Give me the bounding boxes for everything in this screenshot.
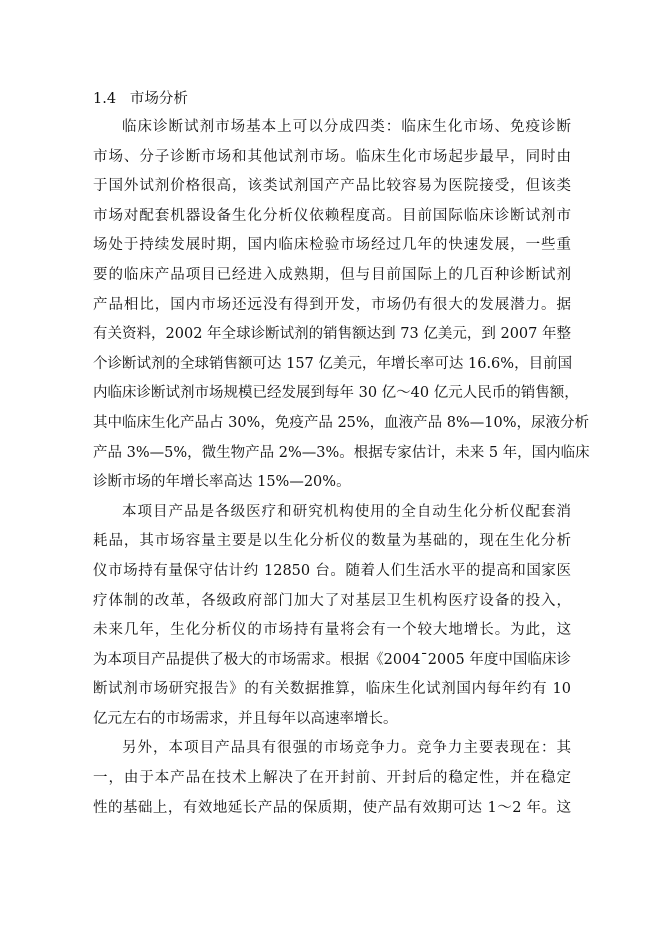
text-line: 个诊断试剂的全球销售额可达 157 亿美元，年增长率可达 16.6%，目前国 — [93, 355, 573, 372]
text-line: 其中临床生化产品占 30%，免疫产品 25%，血液产品 8%—10%，尿液分析 — [93, 414, 590, 431]
text-line: 仪市场持有量保守估计约 12850 台。随着人们生活水平的提高和国家医 — [93, 562, 571, 579]
text-line: 耗品，其市场容量主要是以生化分析仪的数量为基础的，现在生化分析 — [93, 533, 571, 550]
text-line: 诊断市场的年增长率高达 15%—20%。 — [93, 474, 351, 491]
document-page — [93, 86, 590, 823]
text-line: 有关资料，2002 年全球诊断试剂的销售额达到 73 亿美元，到 2007 年整 — [93, 326, 571, 343]
paragraph-market-categories — [93, 113, 590, 498]
text-line: 产品相比，国内市场还远没有得到开发，市场仍有很大的发展潜力。据 — [93, 296, 571, 313]
text-line: 本项目产品是各级医疗和研究机构使用的全自动生化分析仪配套消 — [122, 503, 571, 520]
text-line: 亿元左右的市场需求，并且每年以高速率增长。 — [93, 710, 398, 727]
text-line: 于国外试剂价格很高，该类试剂国产产品比较容易为医院接受，但该类 — [93, 178, 571, 195]
text-line: 场处于持续发展时期，国内临床检验市场经过几年的快速发展，一些重 — [93, 237, 571, 254]
text-line: 未来几年，生化分析仪的市场持有量将会有一个较大地增长。为此，这 — [93, 622, 571, 639]
text-line: 市场对配套机器设备生化分析仪依赖程度高。目前国际临床诊断试剂市 — [93, 207, 571, 224]
text-line: 一，由于本产品在技术上解决了在开封前、开封后的稳定性，并在稳定 — [93, 770, 571, 787]
text-line: 内临床诊断试剂市场规模已经发展到每年 30 亿～40 亿元人民币的销售额， — [93, 385, 579, 402]
text-line: 临床诊断试剂市场基本上可以分成四类：临床生化市场、免疫诊断 — [122, 119, 571, 135]
text-line: 疗体制的改革，各级政府部门加大了对基层卫生机构医疗设备的投入， — [93, 592, 571, 609]
text-line: 市场、分子诊断市场和其他试剂市场。临床生化市场起步最早，同时由 — [93, 148, 571, 165]
text-line: 要的临床产品项目已经进入成熟期，但与目前国际上的几百种诊断试剂 — [93, 266, 571, 283]
paragraph-product-demand — [93, 498, 571, 735]
text-line: 产品 3%—5%，微生物产品 2%—3%。根据专家估计，未来 5 年，国内临床 — [93, 444, 590, 461]
text-line: 断试剂市场研究报告》的有关数据推算，临床生化试剂国内每年约有 10 — [93, 681, 571, 698]
text-line: 性的基础上，有效地延长产品的保质期，使产品有效期可达 1～2 年。这 — [93, 799, 571, 816]
text-line: 另外，本项目产品具有很强的市场竞争力。竞争力主要表现在：其 — [122, 740, 571, 757]
text-line: 为本项目产品提供了极大的市场需求。根据《2004¯2005 年度中国临床诊 — [93, 651, 571, 668]
paragraph-competitiveness — [93, 734, 571, 823]
section-heading: 1.4 市场分析 — [93, 91, 188, 107]
